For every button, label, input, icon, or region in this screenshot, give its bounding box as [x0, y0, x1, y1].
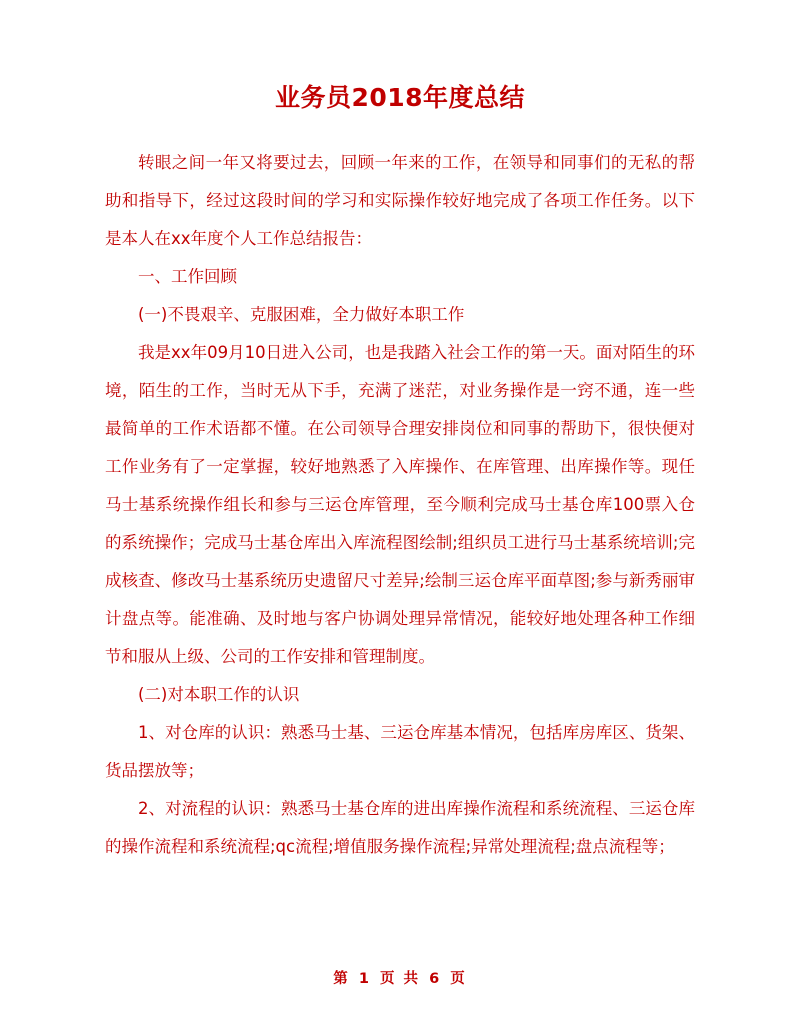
- paragraph: 一、工作回顾: [138, 267, 237, 286]
- footer-suffix: 页: [450, 971, 467, 987]
- paragraph: 1、对仓库的认识：熟悉马士基、三运仓库基本情况，包括库房库区、货架、货品摆放等；: [105, 723, 695, 780]
- document-body: [105, 144, 695, 866]
- footer-prefix: 第: [333, 971, 350, 987]
- paragraph: 我是xx年09月10日进入公司，也是我踏入社会工作的第一天。面对陌生的环境，陌生的工作，当时无从下手，充满了迷茫，对业务操作是一窍不通，连一些最简单的工作术语都不懂。在公司领导合理安排岗位和同事的帮助下，很快便对工作业务有了一定掌握，较好地熟悉了入库操作、在库管理、出库操作等。现任马士基系统操作组长和参与三运仓库管理，至今顺利完成马士基仓库100票入仓的系统操作；完成马士基仓库出入库流程图绘制;组织员工进行马士基系统培训;完成核查、修改马士基系统历史遗留尺寸差异;绘制三运仓库平面草图;参与新秀丽审计盘点等。能准确、及时地与客户协调处理异常情况，能较好地处理各种工作细节和服从上级、公司的工作安排和管理制度。: [105, 343, 695, 666]
- footer-total-pages: 6: [429, 971, 442, 987]
- footer-middle: 页 共: [379, 971, 421, 987]
- paragraph: 2、对流程的认识：熟悉马士基仓库的进出库操作流程和系统流程、三运仓库的操作流程和系统流程;qc流程;增值服务操作流程;异常处理流程;盘点流程等；: [105, 799, 695, 856]
- paragraph: (一)不畏艰辛、克服困难，全力做好本职工作: [138, 305, 465, 324]
- paragraph: (二)对本职工作的认识: [138, 685, 300, 704]
- page-title: 业务员2018年度总结: [274, 83, 526, 112]
- footer-current-page: 1: [358, 971, 371, 987]
- page-footer: [0, 967, 800, 988]
- paragraph: 转眼之间一年又将要过去，回顾一年来的工作，在领导和同事们的无私的帮助和指导下，经过这段时间的学习和实际操作较好地完成了各项工作任务。以下是本人在xx年度个人工作总结报告：: [105, 153, 695, 248]
